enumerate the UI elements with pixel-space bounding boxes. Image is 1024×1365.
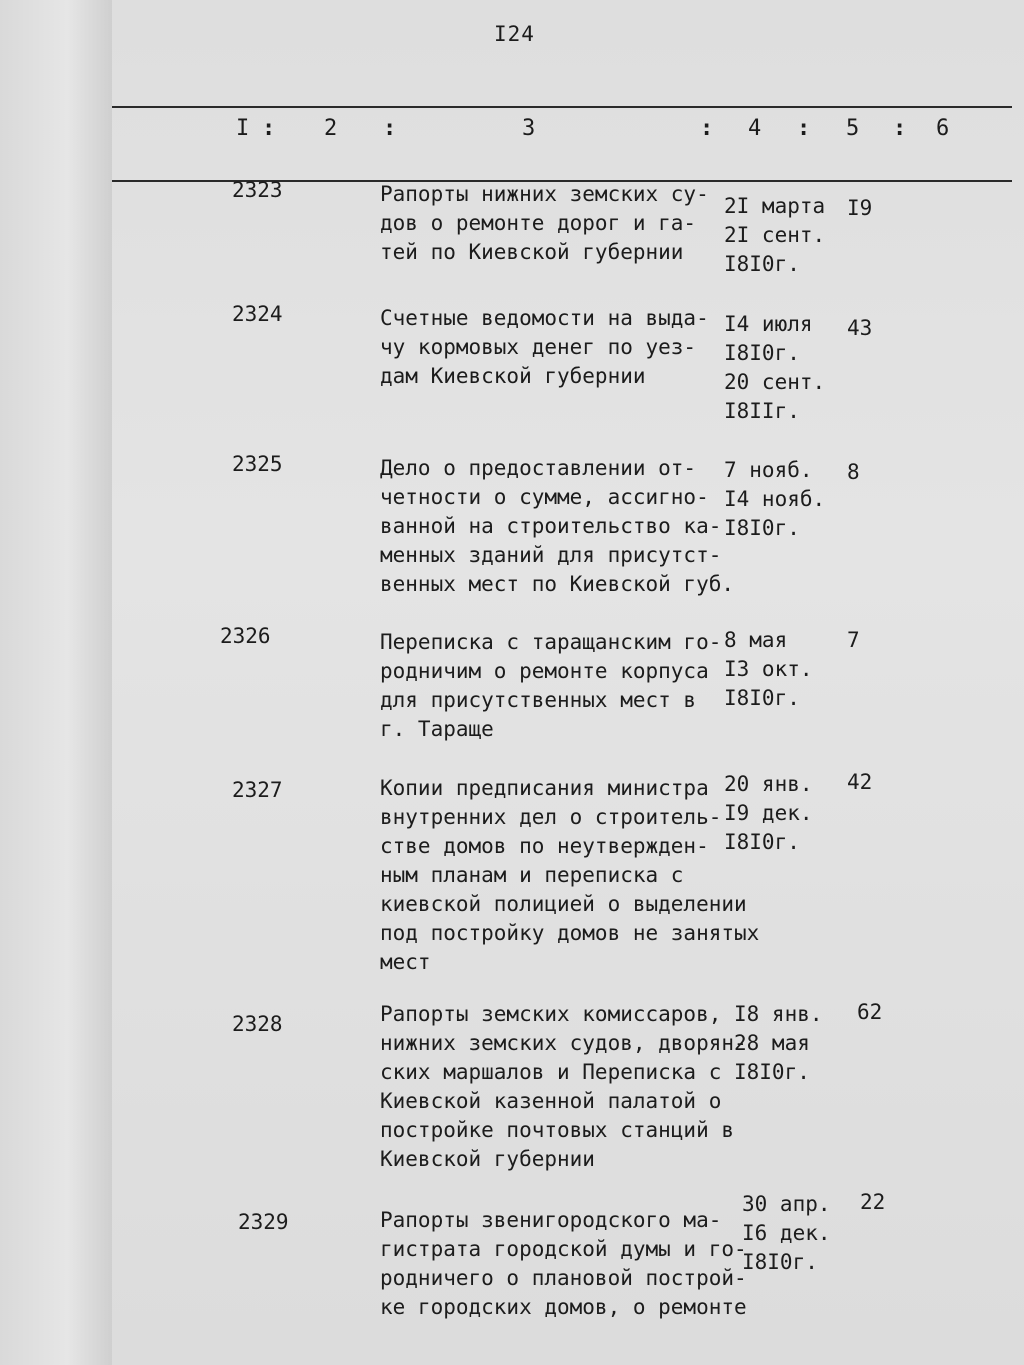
- record-sheets: I9: [847, 196, 873, 220]
- record-sheets: 7: [847, 628, 860, 652]
- record-sheets: 22: [860, 1190, 886, 1214]
- record-title: Дело о предоставлении от- четности о сумме, ассигно- ванной на строительство ка- менных зданий для присутст- венных мест по Киевской губ.: [380, 456, 735, 596]
- record-number: 2328: [232, 1012, 283, 1036]
- record-dates: I8 янв. 28 мая I8I0г.: [734, 1002, 823, 1084]
- header-col4: 4: [748, 116, 762, 141]
- header-separator: :: [700, 116, 714, 141]
- record-number: 2324: [232, 302, 283, 326]
- record-dates: 2I марта 2I сент. I8I0г.: [724, 194, 826, 276]
- header-separator: :: [383, 116, 397, 141]
- record-dates: 30 апр. I6 дек. I8I0г.: [742, 1192, 831, 1274]
- header-separator: :: [893, 116, 907, 141]
- record-number: 2323: [232, 178, 283, 202]
- record-title: Счетные ведомости на выда- чу кормовых денег по уез- дам Киевской губернии: [380, 306, 709, 388]
- page-number: I24: [494, 22, 535, 46]
- header-top-rule: [112, 106, 1012, 108]
- record-number: 2325: [232, 452, 283, 476]
- record-title: Копии предписания министра внутренних дел о строитель- стве домов по неутвержден- ным планам и переписка с киевской полицией о выделении под постройку домов не занятых мест: [380, 776, 760, 974]
- record-sheets: 42: [847, 770, 873, 794]
- header-separator: :: [262, 116, 276, 141]
- header-col1: I: [236, 116, 250, 141]
- header-col2: 2: [324, 116, 338, 141]
- record-sheets: 43: [847, 316, 873, 340]
- record-title: Переписка с таращанским го- родничим о ремонте корпуса для присутственных мест в г. Тараще: [380, 630, 722, 741]
- record-sheets: 62: [857, 1000, 883, 1024]
- record-dates: 7 нояб. I4 нояб. I8I0г.: [724, 458, 826, 540]
- record-number: 2327: [232, 778, 283, 802]
- header-col6: 6: [936, 116, 950, 141]
- header-col5: 5: [846, 116, 860, 141]
- record-title: Рапорты земских комиссаров, нижних земских судов, дворян- ских маршалов и Переписка с Киевской казенной палатой о постройке почтовых станций в Киевской губернии: [380, 1002, 747, 1171]
- record-dates: 20 янв. I9 дек. I8I0г.: [724, 772, 813, 854]
- record-number: 2326: [220, 624, 271, 648]
- record-title: Рапорты звенигородского ма- гистрата городской думы и го- родничего о плановой построй- ке городских домов, о ремонте: [380, 1208, 747, 1319]
- record-dates: I4 июля I8I0г. 20 сент. I8IIг.: [724, 312, 826, 423]
- record-sheets: 8: [847, 460, 860, 484]
- record-dates: 8 мая I3 окт. I8I0г.: [724, 628, 813, 710]
- header-separator: :: [797, 116, 811, 141]
- record-number: 2329: [238, 1210, 289, 1234]
- record-title: Рапорты нижних земских су- дов о ремонте дорог и га- тей по Киевской губернии: [380, 182, 709, 264]
- header-col3: 3: [522, 116, 536, 141]
- previous-page-edge: [0, 0, 114, 1365]
